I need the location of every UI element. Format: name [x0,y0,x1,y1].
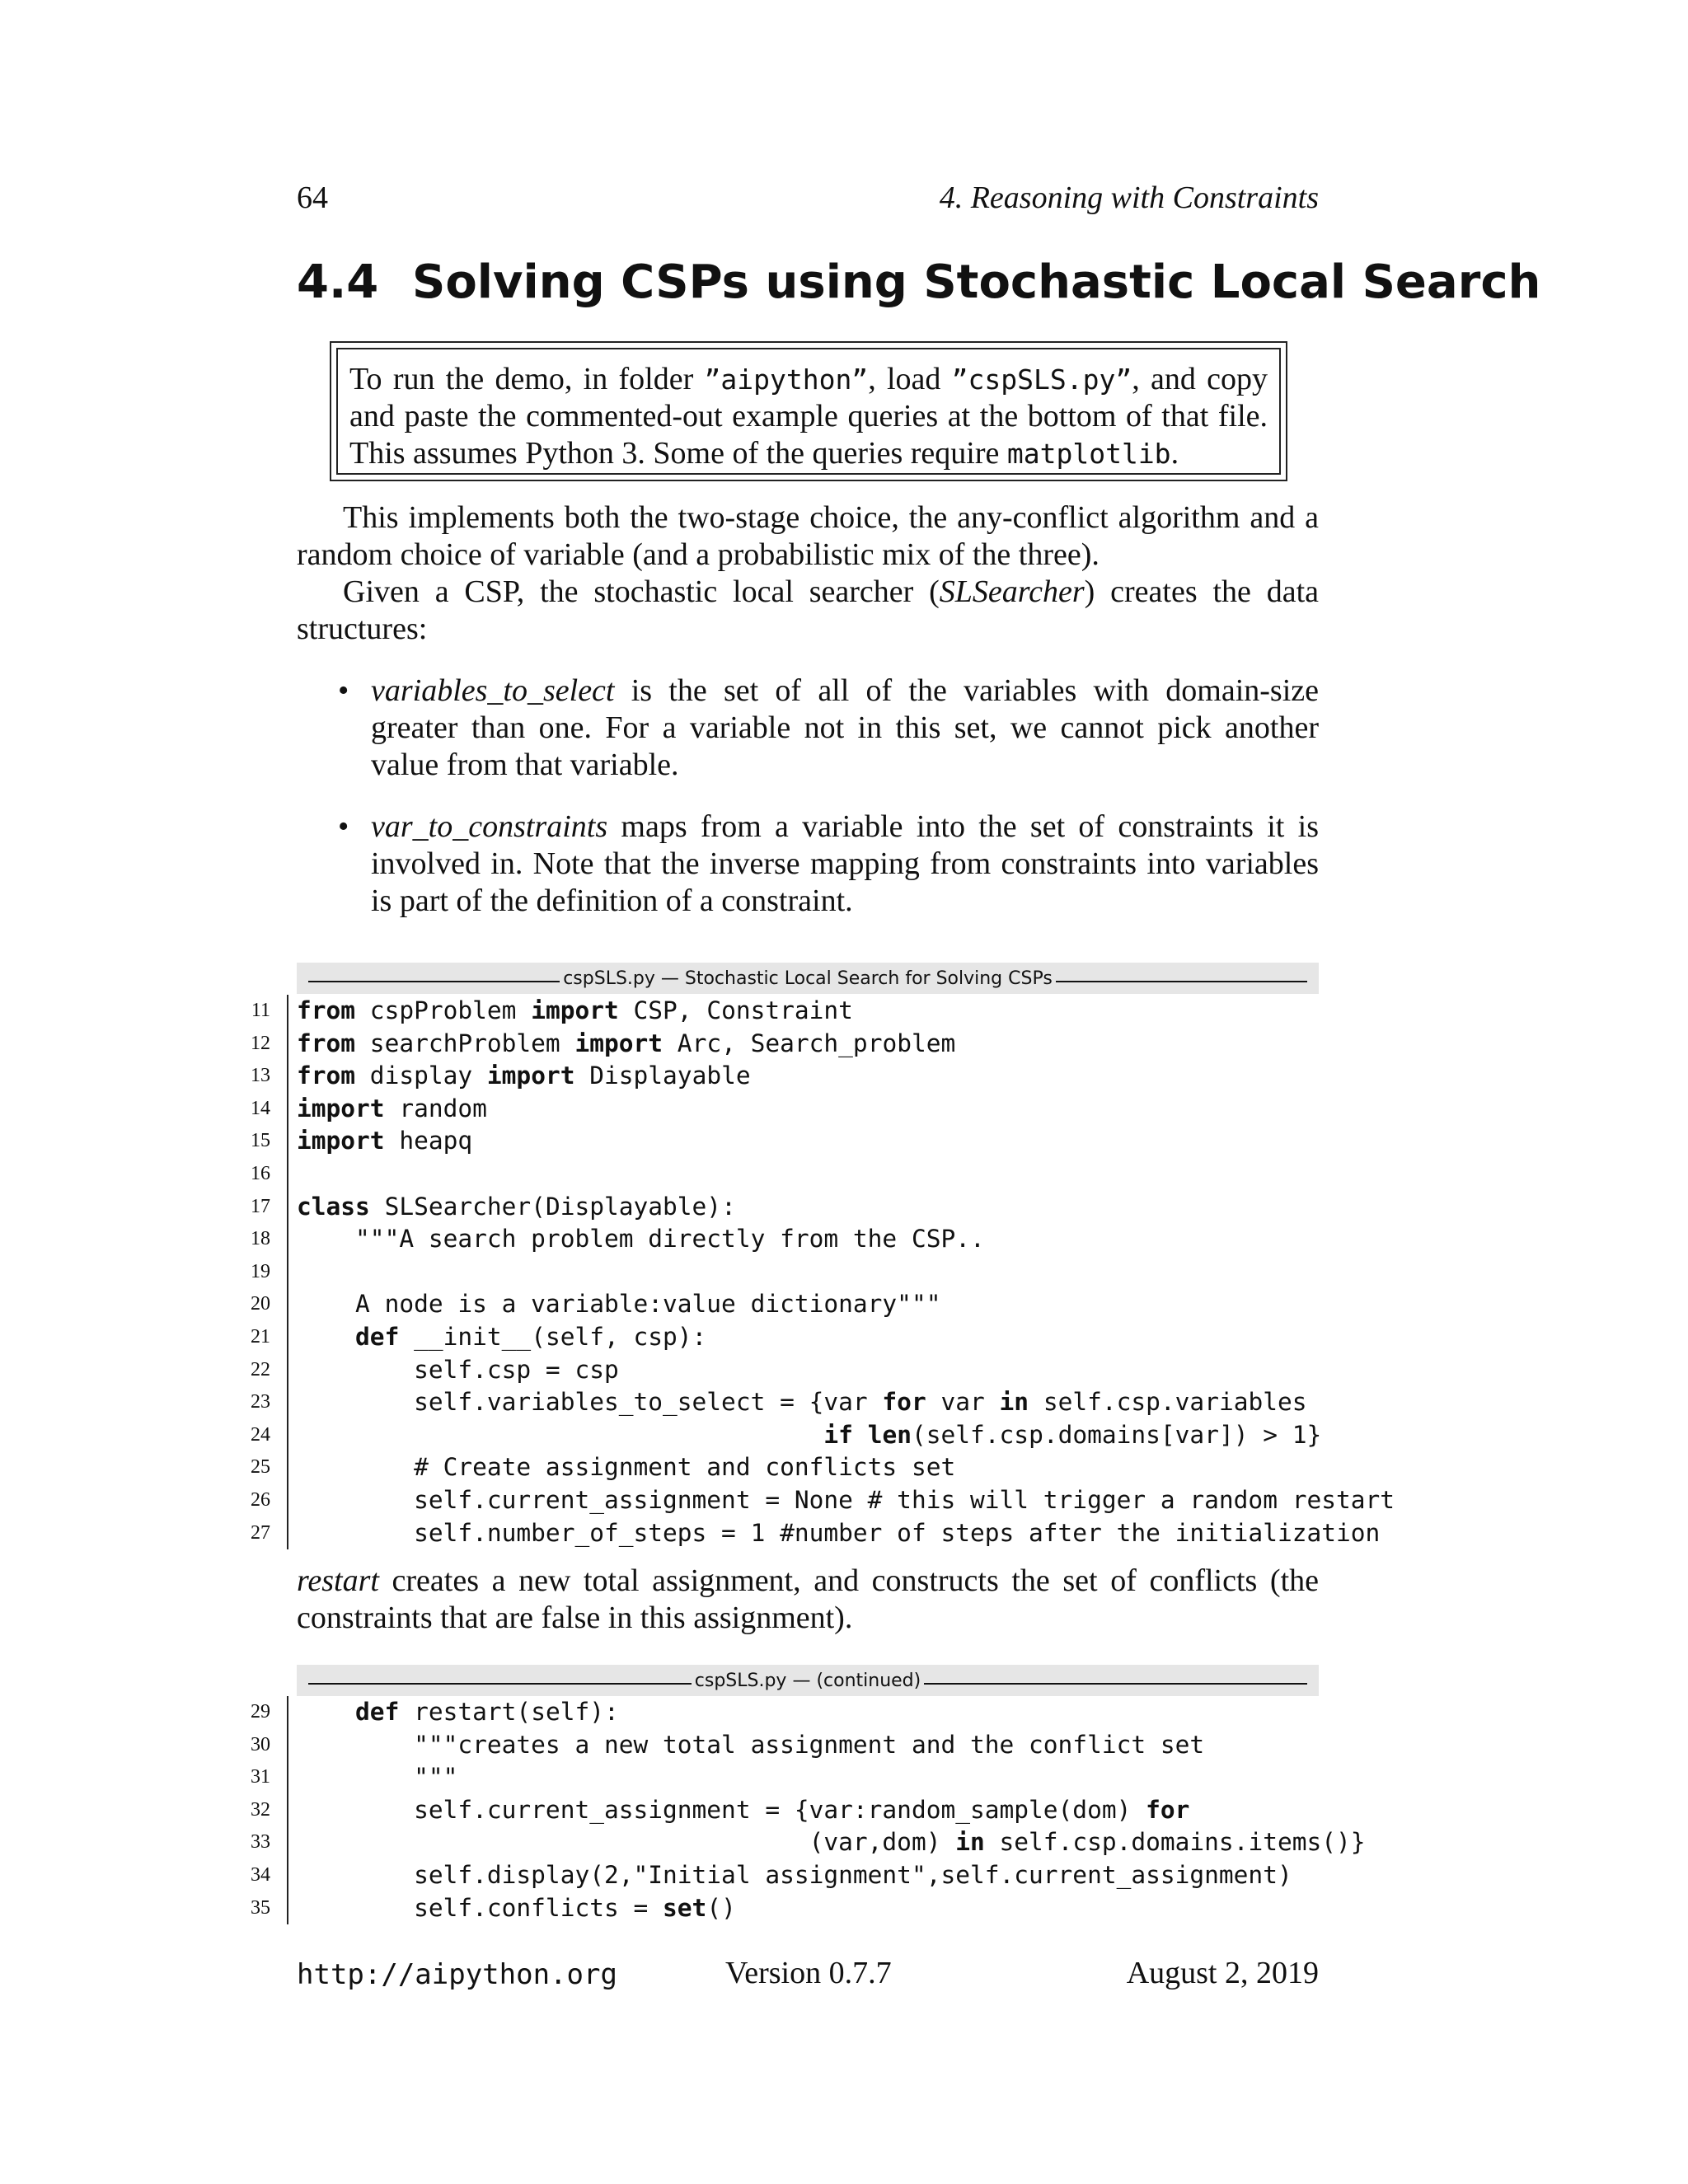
code-text [297,1761,457,1794]
code-text [297,1223,985,1256]
code-token: restart(self): [399,1698,619,1726]
caption-rule-right [924,1683,1307,1685]
demo-instructions-text [336,348,1281,475]
code-token: """A search problem directly from the CSP.. [297,1225,985,1254]
code-token: """ [297,1763,458,1792]
code-keyword: from [297,1062,356,1090]
bullet-icon: • [338,673,349,708]
caption-rule-left [308,1683,692,1685]
code-gutter-rule [287,995,288,1549]
listing-caption: cspSLS.py — (continued) [694,1670,921,1691]
code-gutter-rule [287,1696,288,1924]
listing-caption-bar [297,963,1319,994]
code-token: Arc, Search_problem [663,1029,956,1057]
code-text [297,995,853,1028]
demo-library-name: matplotlib [1006,438,1171,470]
code-token: self.number_of_steps = 1 #number of steps after the initialization [297,1518,1381,1547]
code-token [297,1698,355,1726]
code-keyword: for [1146,1795,1190,1824]
p2-text-b: ) creates the data structures: [297,574,1319,646]
code-token: self.current_assignment = None # this will trigger a random restart [297,1485,1395,1514]
line-number: 18 [251,1228,270,1250]
line-number: 13 [251,1065,270,1087]
code-token [297,1421,823,1449]
footer-version: Version 0.7.7 [725,1956,892,1990]
demo-text-1: To run the demo, in folder [349,362,705,396]
code-token: random [384,1094,487,1122]
code-text [297,1288,940,1321]
code-text [297,1386,1307,1419]
restart-method-name: restart [297,1563,379,1598]
line-number: 21 [251,1325,270,1347]
code-token [297,1323,355,1351]
code-keyword: set [663,1893,707,1922]
line-number: 16 [251,1162,270,1184]
code-token: A node is a variable:value dictionary""" [297,1290,941,1319]
line-number: 11 [251,1000,270,1021]
code-token: self.display(2,"Initial assignment",self.current_assignment) [297,1860,1292,1889]
code-token: """creates a new total assignment and the conflict set [297,1730,1205,1759]
code-token: self.csp.variables [1029,1388,1307,1417]
code-token: (var,dom) [297,1828,956,1857]
code-text [297,1354,619,1387]
demo-text-2: , load [868,362,952,396]
demo-file-name: ”cspSLS.py” [951,363,1132,396]
p2-text-a: Given a CSP, the stochastic local searcher ( [343,574,940,609]
code-token: var [926,1388,1000,1417]
code-token: () [706,1893,736,1922]
page-number: 64 [297,180,328,215]
p2-class-name: SLSearcher [939,574,1085,609]
code-text [297,1826,1366,1859]
code-token: searchProblem [355,1029,575,1057]
paragraph-data-structures [297,574,1319,648]
code-keyword: def [355,1698,400,1726]
bullet-desc: is the set of all of the variables with domain-size greater than one. For a variable not in this set, we cannot pick another value from that variable. [371,673,1319,782]
code-token: CSP, Constraint [618,996,853,1024]
listing-caption: cspSLS.py — Stochastic Local Search for Solving CSPs [563,968,1053,989]
code-keyword: for [882,1388,926,1417]
line-number: 30 [251,1733,270,1755]
line-number: 27 [251,1521,270,1544]
code-token: (self.csp.domains[var]) > 1} [911,1420,1322,1449]
code-text [297,1321,706,1354]
line-number: 33 [251,1831,270,1854]
code-text [297,1093,487,1126]
code-token: self.variables_to_select = {var [297,1388,883,1417]
bullet-item [338,673,1319,784]
code-keyword: import [297,1094,385,1122]
code-text [297,1517,1380,1550]
footer-date: August 2, 2019 [1126,1956,1319,1990]
code-text [297,1484,1395,1517]
line-number: 15 [251,1130,270,1152]
line-number: 34 [251,1863,270,1886]
line-number: 17 [251,1195,270,1217]
line-number: 14 [251,1097,270,1119]
code-keyword: len [867,1420,912,1449]
demo-folder-name: ”aipython” [704,363,869,396]
code-text [297,1125,472,1158]
listing-caption-bar [297,1665,1319,1696]
code-token [853,1421,868,1449]
bullet-item [338,808,1319,920]
code-text [297,1696,619,1729]
code-text [297,1794,1189,1827]
code-keyword: import [297,1127,385,1155]
bullet-text [371,673,1319,784]
demo-instructions-box [330,341,1287,481]
line-number: 22 [251,1358,270,1380]
caption-rule-left [308,981,560,982]
code-text [297,1028,955,1061]
running-header: 4. Reasoning with Constraints [939,180,1319,215]
line-number: 35 [251,1896,270,1919]
code-token: cspProblem [355,996,532,1024]
section-heading [297,255,1540,309]
code-keyword: def [355,1322,400,1351]
line-number: 26 [251,1488,270,1511]
code-text [297,1451,955,1484]
demo-text-3: , and copy and paste the commented-out example queries at the bottom of that file. This assumes Python 3. Some of the queries require [349,362,1268,471]
code-keyword: if [823,1420,853,1449]
code-keyword: in [955,1828,985,1857]
code-keyword: from [297,996,356,1024]
code-keyword: import [574,1029,663,1057]
code-token: self.csp = csp [297,1355,619,1384]
paragraph-intro: This implements both the two-stage choice, the any-conflict algorithm and a random choice of variable (and a probabilistic mix of the three). [297,500,1319,572]
code-text [297,1859,1292,1892]
code-keyword: import [531,996,619,1024]
code-token: self.csp.domains.items()} [984,1828,1366,1857]
line-number: 23 [251,1391,270,1413]
caption-rule-right [1056,981,1307,982]
demo-text-4: . [1170,436,1179,471]
line-number: 12 [251,1032,270,1054]
code-text [297,1729,1204,1762]
line-number: 25 [251,1456,270,1479]
section-title: Solving CSPs using Stochastic Local Search [412,255,1541,309]
bullet-term: variables_to_select [371,673,615,708]
code-text [297,1892,736,1925]
code-token: # Create assignment and conflicts set [297,1453,956,1482]
code-token: self.conflicts = [297,1893,663,1922]
line-number: 20 [251,1293,270,1315]
code-token: __init__(self, csp): [399,1322,707,1351]
line-number: 31 [251,1766,270,1788]
restart-desc: creates a new total assignment, and constructs the set of conflicts (the constraints that are false in this assignment). [297,1563,1319,1635]
code-text [297,1191,736,1224]
paragraph-restart [297,1563,1319,1637]
section-number: 4.4 [297,255,379,309]
line-number: 24 [251,1423,270,1446]
footer-url: http://aipython.org [297,1958,617,1991]
code-keyword: from [297,1029,356,1057]
bullet-text [371,808,1319,920]
code-token: Displayable [574,1062,751,1090]
line-number: 32 [251,1798,270,1821]
code-token: SLSearcher(Displayable): [369,1192,736,1221]
code-token: display [355,1062,487,1090]
code-text [297,1419,1321,1452]
code-token: heapq [384,1127,473,1155]
line-number: 19 [251,1260,270,1282]
code-token: self.current_assignment = {var:random_sample(dom) [297,1795,1146,1824]
line-number: 29 [251,1701,270,1722]
code-keyword: in [999,1388,1029,1417]
bullet-icon: • [338,809,349,844]
code-keyword: import [486,1062,575,1090]
code-keyword: class [297,1192,370,1221]
code-text [297,1060,751,1093]
bullet-term: var_to_constraints [371,809,608,844]
bullet-desc: maps from a variable into the set of constraints it is involved in. Note that the inverse mapping from constraints into variables is part of the definition of a constraint. [371,809,1319,918]
